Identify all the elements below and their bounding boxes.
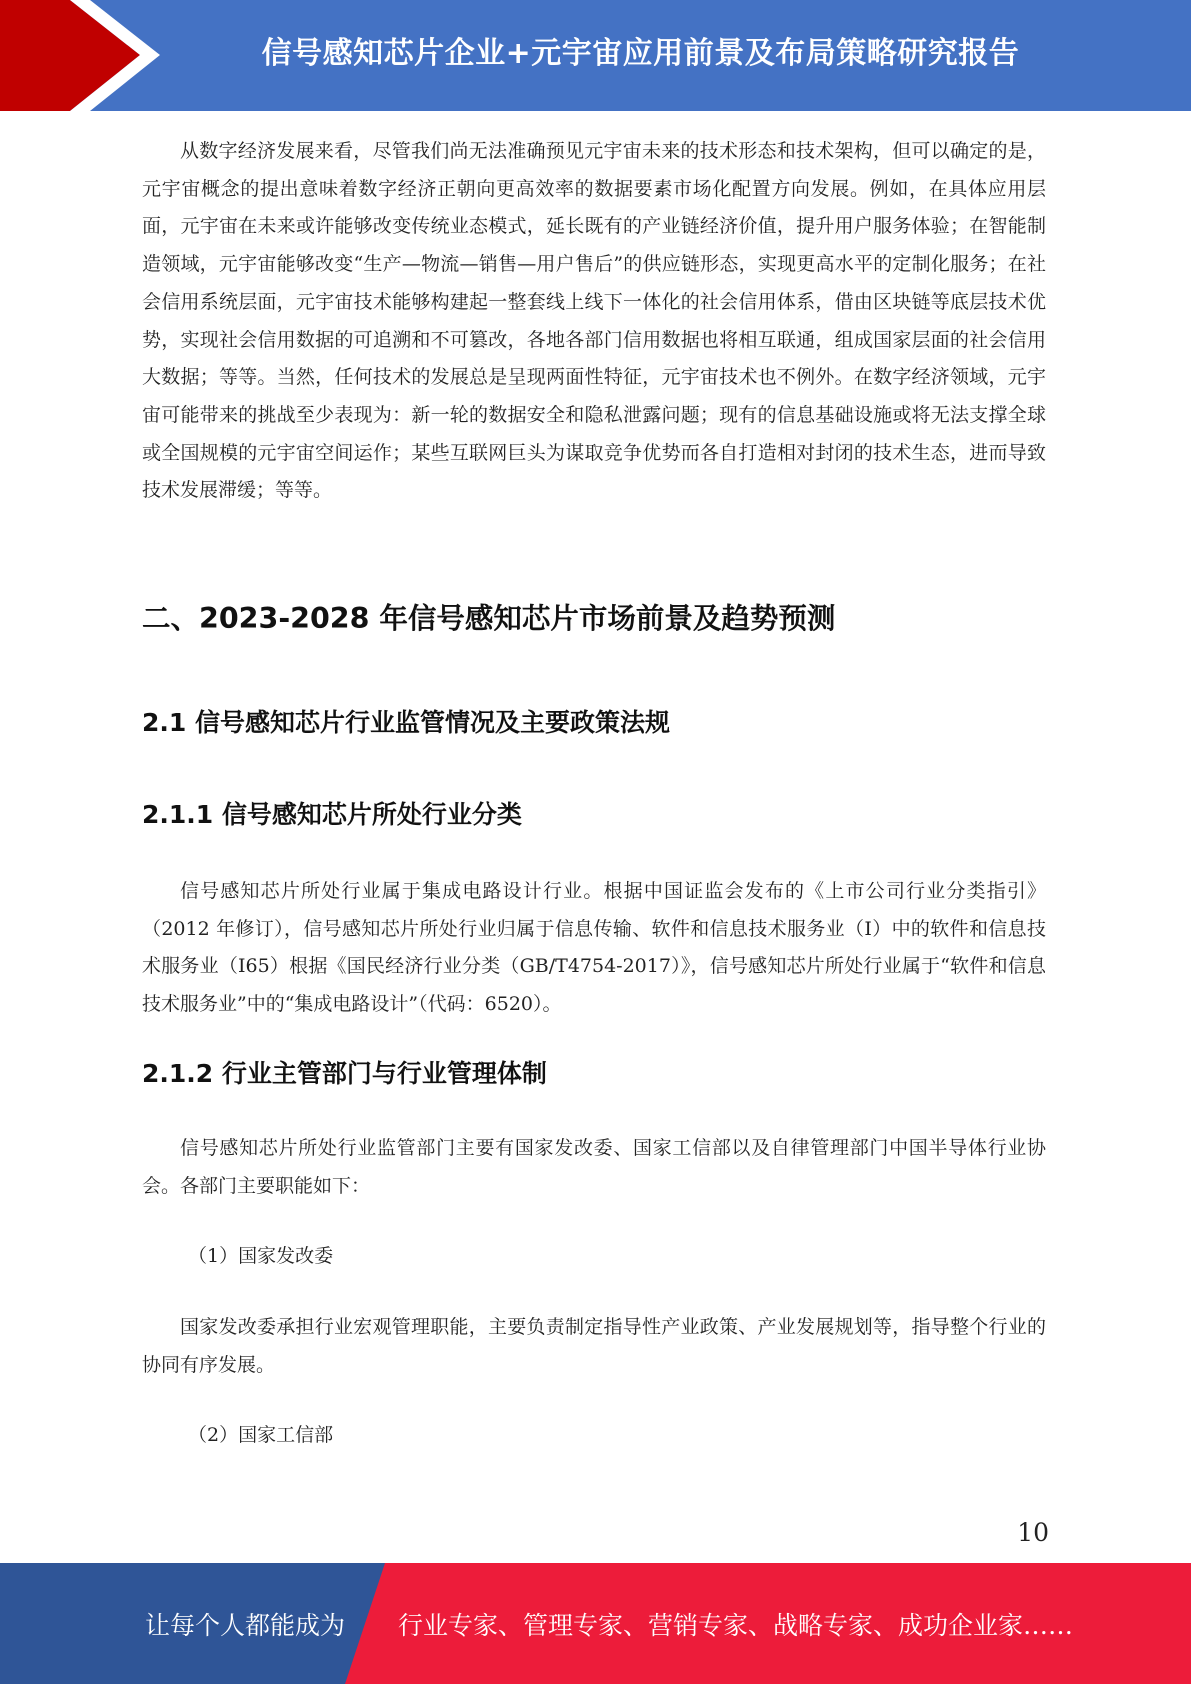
- page-header: [0, 0, 1191, 111]
- intro-paragraph: 从数字经济发展来看，尽管我们尚无法准确预见元宇宙未来的技术形态和技术架构，但可以确定的是，元宇宙概念的提出意味着数字经济正朝向更高效率的数据要素市场化配置方向发展。例如，在具体应用层面，元宇宙在未来或许能够改变传统业态模式，延长既有的产业链经济价值，提升用户服务体验；在智能制造领域，元宇宙能够改变“生产—物流—销售—用户售后”的供应链形态，实现更高水平的定制化服务；在社会信用系统层面，元宇宙技术能够构建起一整套线上线下一体化的社会信用体系，借由区块链等底层技术优势，实现社会信用数据的可追溯和不可篡改，各地各部门信用数据也将相互联通，组成国家层面的社会信用大数据；等等。当然，任何技术的发展总是呈现两面性特征，元宇宙技术也不例外。在数字经济领域，元宇宙可能带来的挑战至少表现为：新一轮的数据安全和隐私泄露问题；现有的信息基础设施或将无法支撑全球或全国规模的元宇宙空间运作；某些互联网巨头为谋取竞争优势而各自打造相对封闭的技术生态，进而导致技术发展滞缓；等等。: [142, 140, 1046, 502]
- subsection-heading-2-1-1: 2.1.1 信号感知芯片所处行业分类: [142, 800, 522, 830]
- section-heading: 二、2023-2028 年信号感知芯片市场前景及趋势预测: [142, 602, 836, 636]
- paragraph-regulatory-departments: 信号感知芯片所处行业监管部门主要有国家发改委、国家工信部以及自律管理部门中国半导体行业协会。各部门主要职能如下：: [142, 1136, 1046, 1197]
- list-item-miit: （2）国家工信部: [188, 1424, 334, 1447]
- paragraph-ndrc: 国家发改委承担行业宏观管理职能，主要负责制定指导性产业政策、产业发展规划等，指导整个行业的协同有序发展。: [142, 1315, 1046, 1376]
- header-arrow-decoration: [0, 0, 160, 111]
- report-title: 信号感知芯片企业+元宇宙应用前景及布局策略研究报告: [261, 36, 1020, 71]
- paragraph-industry-classification: 信号感知芯片所处行业属于集成电路设计行业。根据中国证监会发布的《上市公司行业分类指引》（2012 年修订），信号感知芯片所处行业归属于信息传输、软件和信息技术服务业（I）中的软件和信息技术服务业（I65）根据《国民经济行业分类（GB/T4754-2017）》，信号感知芯片所处行业属于“软件和信息技术服务业”中的“集成电路设计”（代码：6520）。: [142, 880, 1046, 1016]
- subsection-heading-2-1-2: 2.1.2 行业主管部门与行业管理体制: [142, 1058, 547, 1088]
- subsection-heading-2-1: 2.1 信号感知芯片行业监管情况及主要政策法规: [142, 708, 670, 738]
- list-item-ndrc: （1）国家发改委: [188, 1245, 334, 1268]
- page-number: 10: [1017, 1518, 1049, 1547]
- page-footer: [0, 1563, 1191, 1684]
- footer-slogan-right: 行业专家、管理专家、营销专家、战略专家、成功企业家……: [398, 1610, 1074, 1640]
- page-content: [142, 133, 1046, 1455]
- footer-slogan-left: 让每个人都能成为: [145, 1610, 346, 1640]
